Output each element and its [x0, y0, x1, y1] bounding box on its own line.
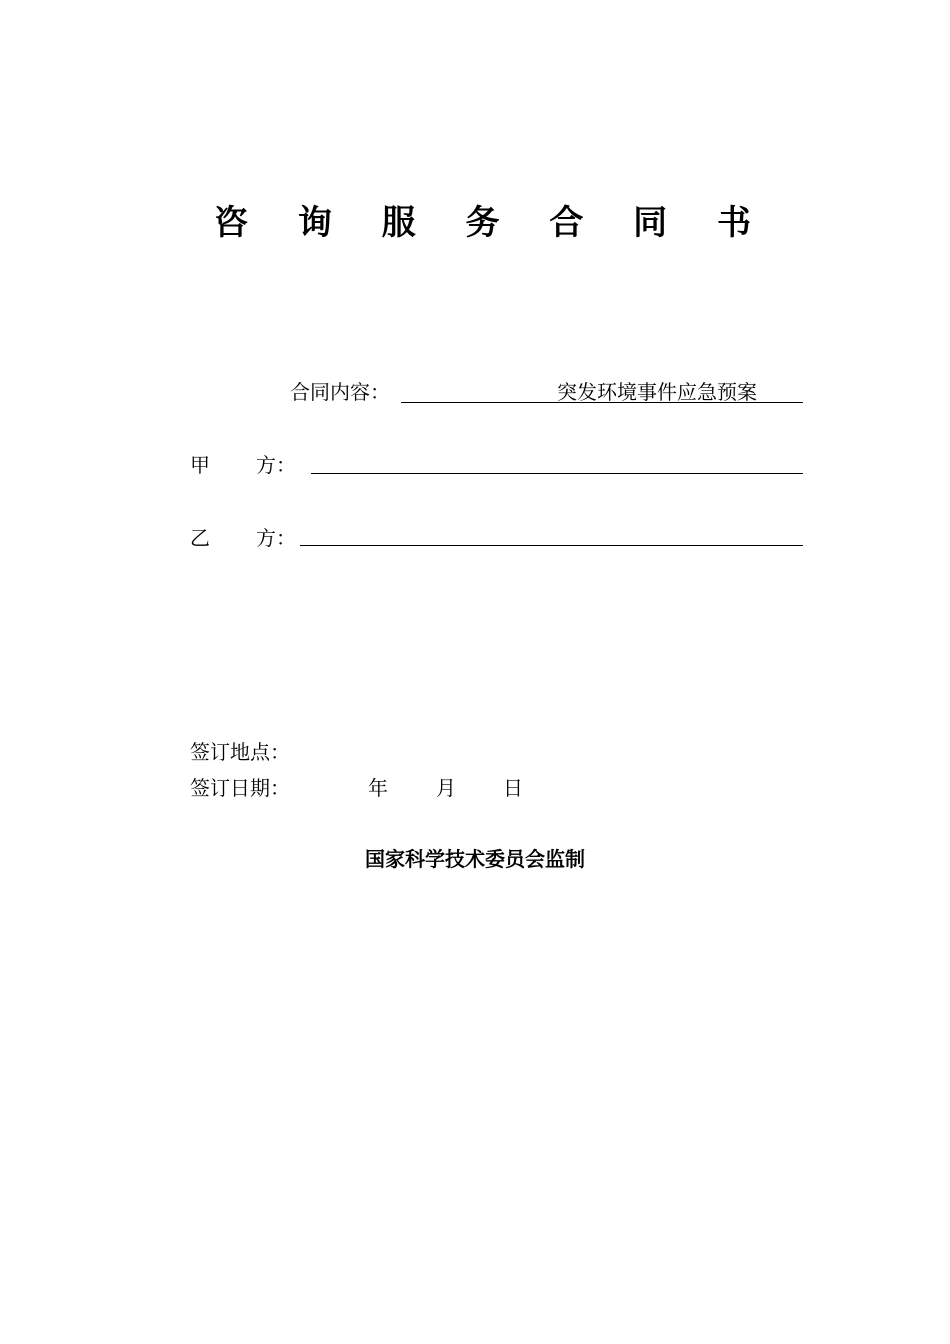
party-a-label-suffix: 方：	[256, 453, 296, 477]
signing-date-month: 月	[436, 776, 456, 800]
contract-content-label: 合同内容：	[290, 380, 390, 404]
party-b-label-char: 乙	[190, 526, 210, 550]
signing-date-year: 年	[368, 776, 388, 800]
party-b-underline	[300, 545, 803, 546]
party-a-label-char: 甲	[190, 453, 210, 477]
signing-date-label: 签订日期：	[190, 776, 290, 800]
signing-place-label: 签订地点：	[190, 740, 290, 764]
document-title: 咨 询 服 务 合 同 书	[214, 203, 771, 243]
party-b-label-suffix: 方：	[256, 526, 296, 550]
contract-content-value[interactable]: 突发环境事件应急预案	[557, 380, 757, 404]
issuer-footer: 国家科学技术委员会监制	[365, 847, 585, 871]
signing-date-day: 日	[503, 776, 523, 800]
party-a-underline	[311, 473, 803, 474]
